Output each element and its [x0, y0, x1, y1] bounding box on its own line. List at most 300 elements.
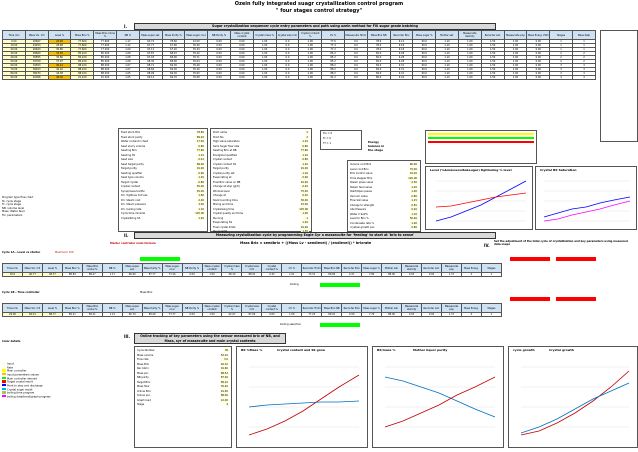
- chart-title: BX/mass %: [377, 348, 396, 352]
- table-cell: 1.00: [299, 56, 322, 60]
- column-header: Mass sugar %: [362, 304, 382, 313]
- param-value: 77.60: [300, 149, 308, 152]
- param-row: [137, 394, 229, 398]
- table-cell: 85.220: [71, 60, 94, 64]
- section-1-number: I.: [124, 24, 128, 29]
- table-cell: 1.00: [458, 52, 481, 56]
- table-cell: 0.00: [527, 52, 550, 56]
- param-label: Mass Brix: [137, 362, 150, 366]
- table-cell: 7.79: [362, 313, 382, 317]
- column-header: Level %: [42, 304, 62, 313]
- table-cell: 35.40: [185, 44, 208, 48]
- param-label: Seeding SS: [121, 153, 136, 157]
- section-3-number: III.: [124, 334, 130, 339]
- color-legend-label: boiling data/trend/graph progress: [7, 395, 51, 399]
- table-cell: 0.0: [344, 44, 367, 48]
- table-cell: 9.12: [390, 40, 413, 44]
- param-row: [213, 181, 309, 185]
- param-row: [350, 190, 418, 194]
- table-cell: 90.0: [413, 56, 436, 60]
- param-label: Steam press value: [350, 181, 374, 184]
- table-cell: 1.00: [253, 52, 276, 56]
- table-cell: 0.00: [230, 64, 253, 68]
- table-cell: 0.0: [344, 48, 367, 52]
- param-value: 91.00: [196, 167, 204, 170]
- table-cell: 1.00: [504, 64, 527, 68]
- color-legend: [2, 362, 51, 399]
- param-label: Feed stock Brix: [121, 131, 141, 134]
- table-cell: 35.63: [185, 72, 208, 76]
- table-cell: 68.90: [162, 60, 185, 64]
- table-cell: 80.00: [3, 72, 26, 76]
- param-label: Target purity: [121, 167, 137, 170]
- section-2-banner: Measuring crystallization cycle by programming Engle Syr a massecuite for 'feeding' to start at 'brix to sense': [134, 232, 496, 239]
- table-cell: 1.50: [481, 68, 504, 72]
- table-cell: 1.14: [102, 313, 122, 317]
- param-label: NB purity: [137, 376, 149, 379]
- param-value: 60.00: [409, 163, 417, 166]
- column-header: Mass sugar conc: [162, 264, 182, 273]
- flowchart-legend-item: Fix: parameters: [2, 213, 23, 217]
- table-cell: 87.77: [142, 273, 162, 277]
- column-header: Stages: [550, 31, 573, 40]
- param-label: Water 2 Sat/%: [350, 212, 368, 216]
- table-cell: 30.00: [3, 52, 26, 56]
- param-value: 0.20: [302, 185, 308, 188]
- table-cell: 85.2: [322, 56, 345, 60]
- table-cell: 78.60: [162, 40, 185, 44]
- color-swatch: [2, 362, 6, 365]
- table-cell: 1.07: [116, 64, 139, 68]
- table-cell: 35.34: [185, 48, 208, 52]
- column-header: Crystal size mm: [242, 264, 262, 273]
- param-label: Online pur.: [137, 394, 151, 397]
- table-cell: 0.00: [182, 313, 202, 317]
- table-cell: 77.4: [322, 44, 345, 48]
- param-value: 15.00: [300, 203, 308, 206]
- table-cell: 88.00: [382, 273, 402, 277]
- table-cell: 1.00: [458, 64, 481, 68]
- cycle-a-label: Cycle 1A - Level vs starter: [2, 251, 41, 254]
- param-row: [213, 203, 309, 207]
- column-header: Time min: [3, 31, 26, 40]
- column-header: Time min: [3, 304, 23, 313]
- table-cell: 35.08: [185, 76, 208, 80]
- param-row: [121, 145, 205, 149]
- param-label: Seeding Brix at NB: [213, 149, 237, 152]
- table-cell: 77.600: [71, 40, 94, 44]
- table-cell: 3: [550, 68, 573, 72]
- table-cell: 38233: [25, 72, 48, 76]
- param-value: 30.00: [300, 198, 308, 202]
- table-cell: 1.50: [481, 72, 504, 76]
- table-cell: 0.00: [208, 68, 231, 72]
- table-cell: 40.12: [48, 64, 71, 68]
- table-cell: 0.0: [344, 56, 367, 60]
- param-label: Mixing and time: [213, 203, 234, 206]
- column-header: Recorder Brix: [342, 304, 362, 313]
- column-header: CV %: [322, 31, 345, 40]
- column-header: Mass Purity %: [142, 264, 162, 273]
- table-cell: 73.77: [162, 313, 182, 317]
- param-label: Energized qualified: [213, 153, 237, 157]
- table-cell: 69.30: [162, 68, 185, 72]
- param-label: Mass volume: [137, 353, 154, 357]
- param-row: [121, 154, 205, 158]
- table-cell: 0.00: [527, 68, 550, 72]
- color-legend-title: Color details: [2, 340, 21, 343]
- table-cell: 1.00: [253, 68, 276, 72]
- column-header: Mass Brix %: [71, 31, 94, 40]
- table-cell: 1.10: [436, 76, 459, 80]
- param-label: Crystalising time: [213, 207, 235, 211]
- param-row: [121, 131, 205, 135]
- table-cell: 35.49: [185, 64, 208, 68]
- color-legend-label: Target crystal result: [7, 380, 33, 384]
- table-cell: 1.00: [504, 68, 527, 72]
- param-value: 125.00: [299, 207, 308, 211]
- table-cell: 1.00: [202, 313, 222, 317]
- table-cell: 1.00: [253, 72, 276, 76]
- table-cell: 1.10: [436, 52, 459, 56]
- table-cell: 0.0: [276, 44, 299, 48]
- flowchart-legend: [2, 200, 24, 217]
- color-swatch: [2, 391, 6, 394]
- param-value: 1: [306, 216, 308, 220]
- table-cell: 3: [550, 72, 573, 76]
- param-row: [350, 195, 418, 199]
- table-cell: 87.09: [242, 313, 262, 317]
- param-value: 17.00: [196, 140, 204, 143]
- param-row: [137, 372, 229, 376]
- param-value: 75.00: [409, 167, 417, 171]
- column-header: Massecuite pop: [504, 31, 527, 40]
- param-value: 2: [306, 135, 308, 139]
- stage-indicator-box: [320, 130, 362, 150]
- param-value: 1.15: [411, 199, 417, 202]
- table-cell: 4.90: [342, 313, 362, 317]
- column-header: Recorder sat.: [422, 264, 442, 273]
- table-cell: 1.00: [458, 68, 481, 72]
- param-value: 50.00: [409, 217, 417, 220]
- param-value: 1.10: [198, 207, 204, 211]
- table-cell: 46.30: [48, 76, 71, 80]
- param-label: Change at: [213, 194, 226, 197]
- param-value: 88.52: [220, 371, 228, 375]
- stage-row: Tf = 1: [323, 142, 331, 145]
- control-points-panel: [210, 128, 312, 232]
- column-header: Mass Brix online %: [95, 32, 115, 38]
- cycle-a-table: [2, 263, 502, 277]
- column-header: Crystal content %: [262, 304, 282, 313]
- param-label: Abs Pressure: [350, 208, 367, 211]
- table-cell: 90.0: [413, 52, 436, 56]
- table-cell: 1.00: [253, 56, 276, 60]
- param-row: [121, 199, 205, 203]
- table-cell: 0.0: [276, 68, 299, 72]
- table-cell: 88.77: [42, 313, 62, 317]
- table-cell: 68.71: [139, 64, 162, 68]
- table-cell: 35.71: [185, 56, 208, 60]
- param-value: 1.20: [302, 162, 308, 166]
- table-cell: 0.0: [344, 64, 367, 68]
- param-row: [121, 136, 205, 140]
- param-value: 78.60: [196, 131, 204, 134]
- column-header: Mother sat.: [382, 264, 402, 273]
- table-cell: 9.28: [390, 56, 413, 60]
- param-row: [213, 145, 309, 149]
- param-row: [213, 221, 309, 225]
- table-cell: 89.69: [322, 273, 342, 277]
- table-cell: 30855: [25, 56, 48, 60]
- page-title: Ozein fully integrated suagr crystallization control program: [234, 1, 404, 7]
- column-header: Recorder Hmm: [302, 264, 322, 273]
- column-header: Mass super sat.: [139, 31, 162, 40]
- section-4-banner: Set the adjustment of the total cycle of crystallization and key parameters using measured data snaps: [494, 240, 628, 246]
- param-label: Seeding Brix: [121, 149, 137, 152]
- table-cell: 1.00: [253, 48, 276, 52]
- table-cell: 1: [550, 40, 573, 44]
- param-row: [121, 212, 205, 216]
- param-label: Change at stop (gr/h): [213, 185, 240, 188]
- cycle-a-alarm-bar: [510, 257, 550, 261]
- table-cell: 67.60: [162, 44, 185, 48]
- table-cell: 20.00: [3, 48, 26, 52]
- table-cell: 1.10: [436, 56, 459, 60]
- table-cell: 35.04: [185, 60, 208, 64]
- param-row: [213, 163, 309, 167]
- table-cell: 90.0: [413, 64, 436, 68]
- param-label: Dri. Steam pressure: [121, 203, 146, 206]
- table-cell: 48.77: [42, 273, 62, 277]
- param-value: 1.10: [302, 153, 308, 157]
- table-cell: 60.00: [3, 64, 26, 68]
- section-1-banner: Sugar crystallization sequencer cycle entry parameters and path using ozein method for Fill sugar grade batching: [134, 23, 496, 30]
- table-cell: 28.68: [48, 44, 71, 48]
- section-2-number: II.: [124, 233, 129, 238]
- cycle-b-alarm-bar: [510, 297, 550, 301]
- table-cell: 1.00: [299, 48, 322, 52]
- column-header: Mass Brix NB: [322, 304, 342, 313]
- param-label: Seed target purity: [121, 162, 144, 166]
- param-row: [137, 354, 229, 358]
- color-legend-label: Input parameters values: [7, 373, 39, 377]
- table-cell: 1.10: [436, 68, 459, 72]
- param-value: 1.20: [302, 221, 308, 224]
- table-cell: 86.0: [367, 76, 390, 80]
- table-cell: 1: [481, 273, 501, 277]
- column-header: Mass crystal content: [202, 264, 222, 273]
- table-cell: 90.0: [413, 60, 436, 64]
- table-cell: 2: [572, 60, 595, 64]
- param-row: [137, 358, 229, 362]
- table-cell: 1.50: [481, 52, 504, 56]
- table-cell: 1.10: [436, 44, 459, 48]
- param-row: [213, 131, 309, 135]
- column-header: Mass sugar %: [362, 264, 382, 273]
- table-cell: 0.00: [208, 44, 231, 48]
- table-cell: 89.01: [322, 313, 342, 317]
- table-cell: 84.01: [22, 313, 42, 317]
- table-cell: 0.03: [402, 273, 422, 277]
- param-row: [213, 167, 309, 171]
- table-cell: 1.00: [253, 40, 276, 44]
- table-cell: 1.37: [441, 273, 461, 277]
- table-cell: 1.00: [458, 72, 481, 76]
- param-row: [213, 194, 309, 198]
- param-row: [121, 172, 205, 176]
- flowchart-legend-item: NB: volume level: [2, 206, 25, 210]
- param-value: 91.00: [220, 389, 228, 393]
- param-row: [121, 181, 205, 185]
- param-value: 1.20: [198, 216, 204, 220]
- table-cell: 0.0: [344, 52, 367, 56]
- cycle-b-alarm-bar-2: [556, 297, 596, 301]
- column-header: Crystal mass %: [222, 304, 242, 313]
- param-value: 0.90: [198, 171, 204, 175]
- color-legend-item: [2, 395, 51, 399]
- param-value: 0.20: [411, 208, 417, 211]
- table-cell: 10.00: [3, 44, 26, 48]
- column-header: NB Purity %: [182, 264, 202, 273]
- color-swatch: [2, 373, 6, 376]
- param-value: 0.80: [302, 158, 308, 161]
- column-header: Crystal size mm: [276, 31, 299, 40]
- table-cell: 1.17: [116, 40, 139, 44]
- table-cell: 85.220: [71, 56, 94, 60]
- table-cell: 0.00: [230, 68, 253, 72]
- table-cell: 77.600: [71, 44, 94, 48]
- column-header: Mother sat.: [382, 304, 402, 313]
- param-value: 0.01: [198, 158, 204, 161]
- param-value: 1.10: [411, 212, 417, 216]
- column-header: Massecuite Velocity: [402, 304, 422, 313]
- param-value: 4: [226, 403, 228, 406]
- table-cell: 0.00: [230, 40, 253, 44]
- master-formula-label: Master controller main formula: [110, 242, 156, 245]
- param-value: 120.00: [408, 176, 417, 180]
- param-label: Stage: [137, 403, 145, 406]
- table-cell: 36403: [25, 68, 48, 72]
- table-cell: 88.220: [71, 72, 94, 76]
- column-header: Mass Brix online %: [82, 264, 102, 273]
- column-header: Mass Brix %: [62, 304, 82, 313]
- table-cell: 0.00: [208, 72, 231, 76]
- table-cell: 24253: [25, 44, 48, 48]
- table-cell: 90.0: [413, 76, 436, 80]
- table-cell: 1.12: [116, 44, 139, 48]
- chart-subtitle: Mother liquor purity: [413, 348, 448, 352]
- table-cell: 84.0: [367, 72, 390, 76]
- chart-subtitle: Crystal content and SS grow: [277, 348, 326, 352]
- column-header: Mother sat.: [436, 31, 459, 40]
- table-cell: 4: [572, 76, 595, 80]
- table-cell: 0.00: [527, 72, 550, 76]
- table-cell: 1.00: [504, 40, 527, 44]
- param-row: [121, 176, 205, 180]
- param-value: 91.20: [409, 172, 417, 175]
- section-4-number: IV.: [484, 243, 490, 248]
- table-cell: 20667: [25, 40, 48, 44]
- volume-control-panel: [347, 160, 421, 232]
- table-cell: 4: [461, 313, 481, 317]
- table-cell: 9.28: [390, 60, 413, 64]
- table-cell: 1.00: [299, 52, 322, 56]
- table-cell: 90.0: [413, 48, 436, 52]
- param-value: 89.20: [196, 135, 204, 139]
- param-row: [213, 154, 309, 158]
- table-cell: 0.00: [527, 44, 550, 48]
- table-cell: 0.00: [208, 48, 231, 52]
- level-tightening-chart: [425, 166, 533, 230]
- table-cell: 28660: [25, 52, 48, 56]
- param-row: [213, 226, 309, 230]
- table-cell: 0.0: [344, 76, 367, 80]
- table-cell: 88.200: [94, 68, 117, 72]
- table-cell: 1.00: [458, 44, 481, 48]
- column-header: Stages: [481, 304, 501, 313]
- table-cell: 0.00: [208, 40, 231, 44]
- table-cell: 22.00: [185, 40, 208, 44]
- table-cell: 0.04: [422, 273, 442, 277]
- table-cell: 1.00: [458, 60, 481, 64]
- table-cell: 40066: [25, 76, 48, 80]
- param-value: 75.00: [300, 189, 308, 193]
- table-cell: 1.00: [299, 64, 322, 68]
- param-row: [213, 176, 309, 180]
- table-cell: 0.00: [230, 76, 253, 80]
- crystal-growth-svg: [509, 347, 637, 447]
- column-header: Massecuite pop: [441, 304, 461, 313]
- table-cell: 88.27: [82, 273, 102, 277]
- table-cell: 88.220: [71, 64, 94, 68]
- param-label: Crystal content: [213, 158, 233, 161]
- cycle-a-status-bar: [140, 257, 180, 261]
- table-cell: 1.05: [116, 76, 139, 80]
- boiling-status-bar: [320, 283, 360, 287]
- table-cell: 0.00: [230, 48, 253, 52]
- column-header: Mass Setp: [572, 31, 595, 40]
- table-cell: 3: [550, 64, 573, 68]
- param-label: Brix Control value: [350, 172, 373, 175]
- param-row: [350, 168, 418, 172]
- column-header: Recorder sat.: [481, 31, 504, 40]
- level-chart-svg: [426, 167, 532, 229]
- param-value: 55.00: [196, 185, 204, 188]
- param-value: 35.40: [220, 385, 228, 388]
- column-header: Crystal size mm: [242, 304, 262, 313]
- table-cell: 89.21: [62, 313, 82, 317]
- param-value: 3.0: [224, 358, 228, 361]
- table-cell: 1.00: [504, 48, 527, 52]
- param-label: Vacuum value: [350, 194, 368, 198]
- table-cell: 60.72: [139, 40, 162, 44]
- table-cell: 1.06: [282, 313, 302, 317]
- table-cell: 68.97: [162, 52, 185, 56]
- table-cell: 0.0: [344, 40, 367, 44]
- param-value: 125.00: [195, 212, 204, 215]
- param-row: [350, 181, 418, 185]
- table-cell: 7.84: [362, 273, 382, 277]
- param-row: [213, 212, 309, 216]
- table-cell: 90.0: [413, 44, 436, 48]
- param-value: 0.80: [411, 194, 417, 198]
- table-cell: 0.00: [208, 76, 231, 80]
- param-label: Evaporating SS: [213, 221, 233, 224]
- table-cell: 1.00: [299, 72, 322, 76]
- param-label: High value saturation: [213, 140, 240, 143]
- column-header: Recorder Hmm: [302, 304, 322, 313]
